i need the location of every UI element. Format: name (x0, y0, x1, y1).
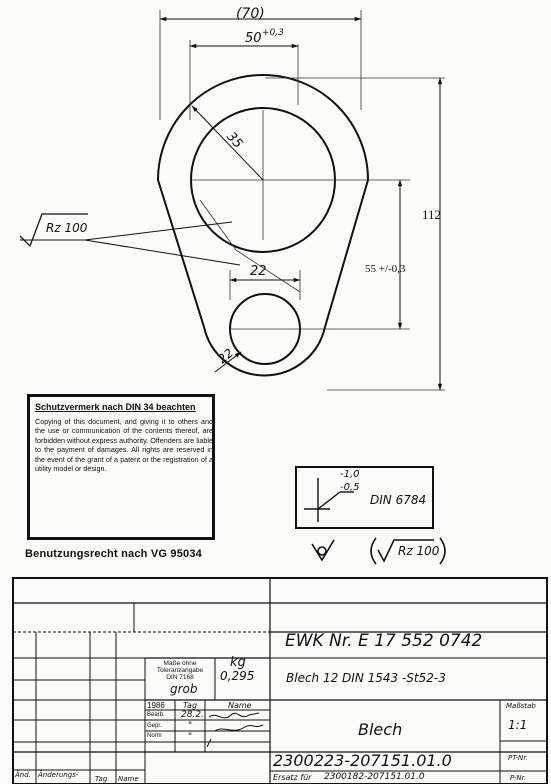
notice-text: Copying of this document, and giving it to others and the use or communication of the contents thereof, are forbidden without express authority. Offenders are liable to the payment of damages. All rights are reserved in the event of the grant of a patent or the registration of a utility model or design. (35, 417, 213, 474)
row-bearb: Bearb. (147, 712, 165, 718)
dim-bore-width: 50 (245, 31, 262, 46)
pt-label: PT-Nr. (508, 754, 528, 762)
usage-right-note: Benutzungsrecht nach VG 95034 (25, 548, 202, 560)
year: 1986 (147, 701, 165, 710)
surface-symbol-value: Rz 100 (398, 544, 440, 558)
dim-bore-radius: 35 (223, 129, 246, 152)
weld-lower-tolerance: -0,5 (340, 482, 360, 493)
part-number: 2300223-207151.01.0 (273, 751, 452, 770)
dim-overall-width: (70) (236, 6, 265, 22)
dim-bore-tolerance: +0,3 (262, 28, 284, 38)
replaces-label: Ersatz für (273, 773, 312, 782)
protection-notice (27, 394, 215, 540)
scale-label: Maßstab (506, 702, 536, 710)
part-title: Blech (358, 720, 403, 739)
tolerance-note: Maße ohne Toleranzangabe DIN 7168 (156, 660, 204, 681)
construction-lines (160, 10, 445, 390)
weld-upper-tolerance: -1,0 (340, 469, 360, 480)
norm-ditto: " (188, 732, 193, 742)
material-spec: Blech 12 DIN 1543 -St52-3 (286, 671, 446, 685)
dim-small-radius: 22 (215, 345, 236, 367)
tolerance-class: grob (170, 682, 198, 696)
row-gepr: Gepr. (147, 723, 162, 729)
col-tag: Tag (183, 701, 198, 710)
replaces-value: 2300182-207151.01.0 (324, 772, 425, 782)
weld-standard: DIN 6784 (370, 493, 427, 507)
aend-tag: Tag (95, 775, 108, 783)
aend-label: Änd. (15, 771, 31, 779)
signature (205, 709, 267, 749)
pn-label: P-Nr. (510, 774, 527, 782)
notice-title: Schutzvermerk nach DIN 34 beachten (35, 402, 196, 412)
weight-unit: kg (230, 655, 246, 670)
roughness-label: Rz 100 (46, 221, 88, 235)
bearb-date: 28.2. (181, 710, 204, 720)
dim-center-distance: 55 +/-0,3 (365, 263, 406, 275)
aend-name: Name (118, 775, 139, 783)
scale-value: 1:1 (508, 718, 528, 732)
aend-text-label: Änderungs- (38, 771, 79, 779)
dim-small-width: 22 (250, 264, 267, 279)
col-name: Name (228, 701, 252, 710)
drawing-number: EWK Nr. E 17 552 0742 (285, 631, 483, 651)
dim-height: 112 (422, 207, 442, 222)
row-norm: Norm (147, 733, 162, 739)
weight-value: 0,295 (220, 669, 255, 683)
gepr-ditto: " (188, 721, 193, 731)
